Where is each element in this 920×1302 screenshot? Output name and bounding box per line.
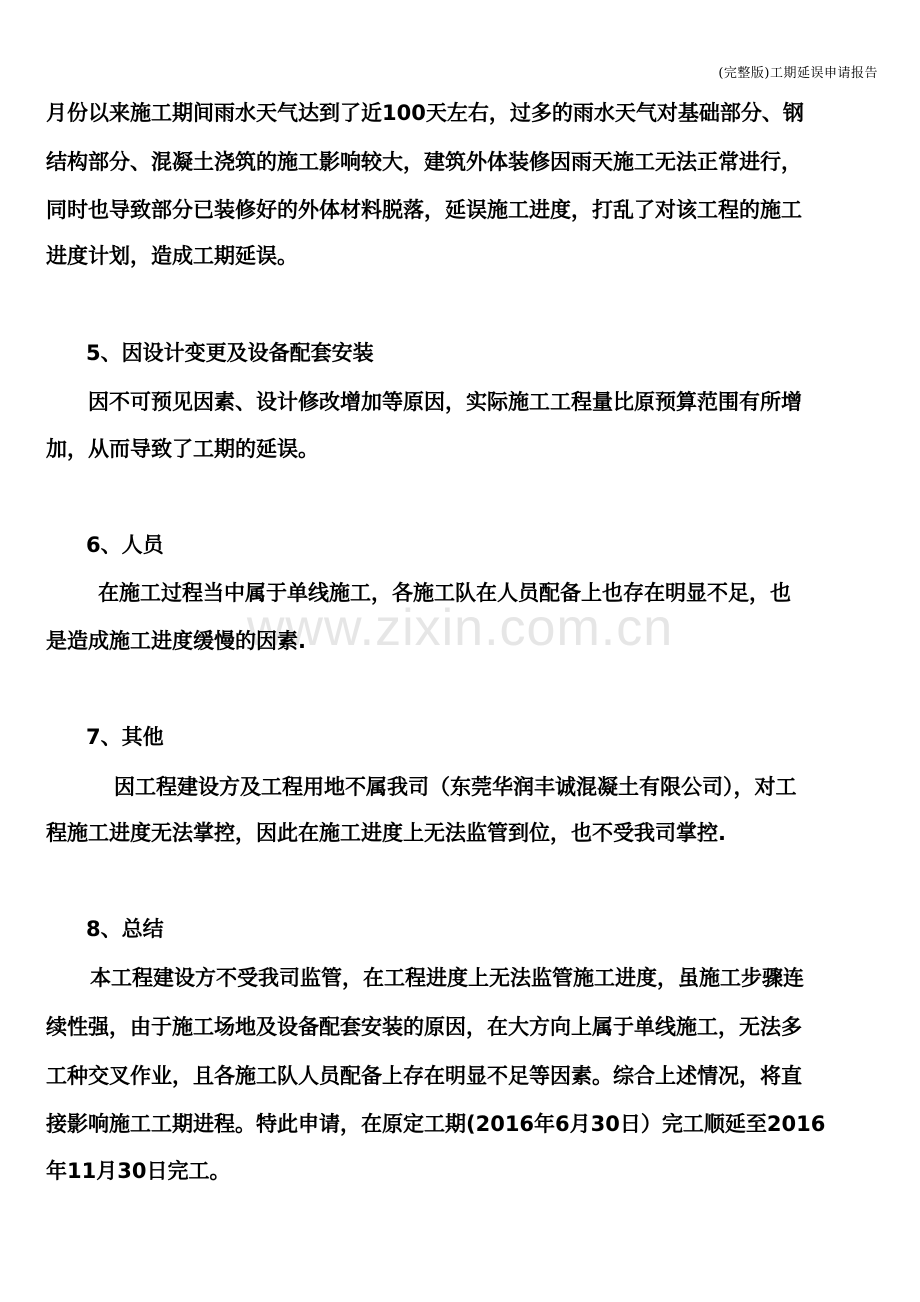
paragraph-line: 同时也导致部分已装修好的外体材料脱落，延误施工进度，打乱了对该工程的施工 [46,198,802,222]
section-heading: 6、人员 [86,533,164,557]
paragraph-line: 结构部分、混凝土浇筑的施工影响较大，建筑外体装修因雨天施工无法正常进行， [46,150,802,174]
document-header-title: (完整版)工期延误申请报告 [718,66,878,81]
paragraph-line: 本工程建设方不受我司监管，在工程进度上无法监管施工进度，虽施工步骤连 [90,966,804,990]
paragraph-line: 因工程建设方及工程用地不属我司（东莞华润丰诚混凝土有限公司），对工 [114,775,797,799]
paragraph-line: 接影响施工工期进程。特此申请，在原定工期(2016年6月30日）完工顺延至2016 [46,1112,826,1136]
paragraph-line: 工种交叉作业，且各施工队人员配备上存在明显不足等因素。综合上述情况，将直 [46,1064,802,1088]
paragraph-line: 因不可预见因素、设计修改增加等原因，实际施工工程量比原预算范围有所增 [88,390,802,414]
paragraph-line: 续性强，由于施工场地及设备配套安装的原因，在大方向上属于单线施工，无法多 [46,1015,802,1039]
paragraph-line: 进度计划，造成工期延误。 [46,244,298,268]
section-heading: 8、总结 [86,917,164,941]
section-heading: 5、因设计变更及设备配套安装 [86,341,374,365]
watermark-text: www.zixin.com.cn [246,599,674,657]
paragraph-line: 程施工进度无法掌控，因此在施工进度上无法监管到位，也不受我司掌控. [46,821,726,845]
paragraph-line: 年11月30日完工。 [46,1159,231,1183]
section-heading: 7、其他 [86,725,164,749]
paragraph-line: 在施工过程当中属于单线施工，各施工队在人员配备上也存在明显不足，也 [98,581,791,605]
paragraph-line: 是造成施工进度缓慢的因素. [46,629,306,653]
paragraph-line: 月份以来施工期间雨水天气达到了近100天左右，过多的雨水天气对基础部分、钢 [46,101,804,125]
paragraph-line: 加，从而导致了工期的延误。 [46,437,319,461]
